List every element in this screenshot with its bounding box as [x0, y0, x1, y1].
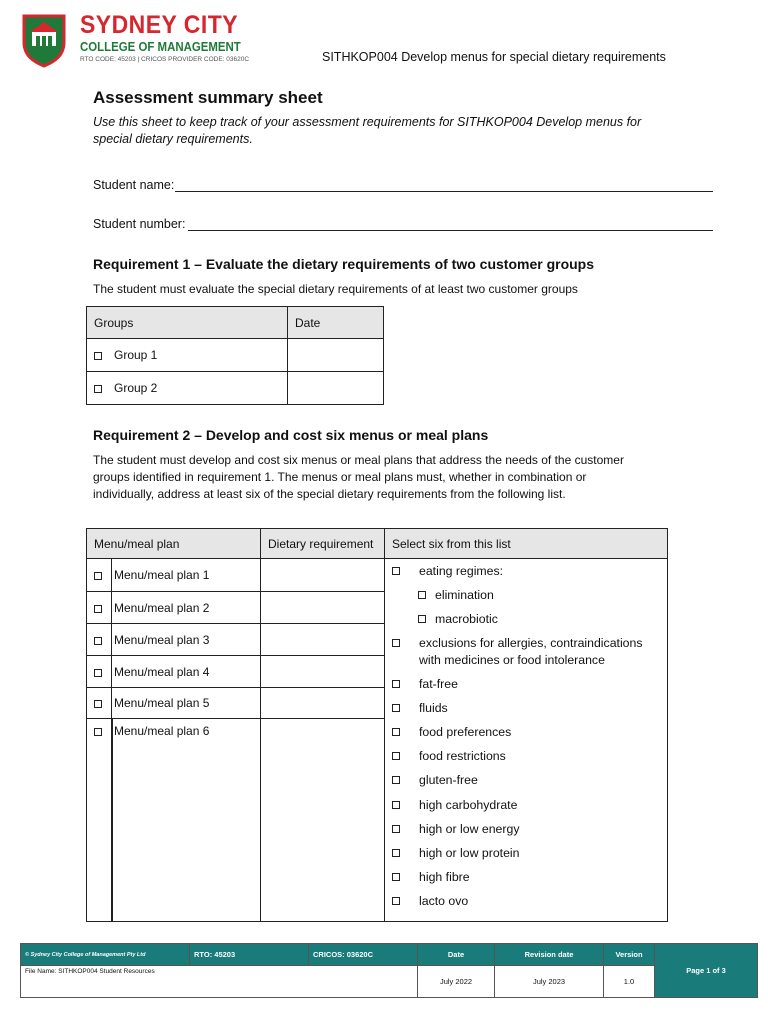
high-fibre-checkbox[interactable]	[392, 873, 400, 881]
list-item: high carbohydrate	[392, 797, 517, 814]
dietary-requirement-cell[interactable]	[261, 559, 385, 592]
plan-column-divider	[111, 559, 112, 921]
macrobiotic-checkbox[interactable]	[418, 615, 426, 623]
footer-date: July 2022	[418, 966, 495, 998]
dietary-requirement-cell[interactable]	[261, 719, 385, 922]
student-name-field[interactable]	[175, 191, 713, 192]
req2-description: The student must develop and cost six menus or meal plans that address the needs of the customer groups identified in requirement 1. The menus or meal plans must, whether in combination or individually, address at least six of the special dietary requirements from the following list.	[93, 453, 624, 501]
footer-revision-date: July 2023	[495, 966, 604, 998]
intro-text: Use this sheet to keep track of your assessment requirements for SITHKOP004 Develop menus for special dietary requirements.	[93, 115, 642, 146]
plan-6-checkbox[interactable]	[94, 728, 102, 736]
unit-title: SITHKOP004 Develop menus for special dietary requirements	[322, 50, 666, 64]
list-item: macrobiotic	[418, 611, 498, 628]
plan-label: Menu/meal plan 5	[114, 696, 210, 711]
student-number-label: Student number:	[93, 217, 186, 231]
dietary-requirement-cell[interactable]	[261, 624, 385, 656]
dietary-requirement-column-header: Dietary requirement	[261, 529, 385, 559]
group-label: Group 1	[114, 348, 158, 362]
student-number-field[interactable]	[188, 230, 713, 231]
req2-table	[86, 528, 668, 922]
menu-plan-column-header: Menu/meal plan	[87, 529, 261, 559]
group-label: Group 2	[114, 381, 158, 395]
elimination-checkbox[interactable]	[418, 591, 426, 599]
plan-label: Menu/meal plan 2	[114, 600, 210, 615]
plan-1-checkbox[interactable]	[94, 572, 102, 580]
food-restrictions-checkbox[interactable]	[392, 752, 400, 760]
plan-label: Menu/meal plan 3	[114, 632, 210, 647]
list-item: high or low protein	[392, 845, 519, 862]
table-row	[87, 339, 384, 372]
req1-heading: Requirement 1 – Evaluate the dietary requirements of two customer groups	[93, 256, 595, 272]
lacto-ovo-checkbox[interactable]	[392, 897, 400, 905]
plan-label: Menu/meal plan 4	[114, 664, 210, 679]
eating-regimes-checkbox[interactable]	[392, 567, 400, 575]
footer-version: 1.0	[604, 966, 655, 998]
plan-4-checkbox[interactable]	[94, 669, 102, 677]
fat-free-checkbox[interactable]	[392, 680, 400, 688]
footer-copyright: © Sydney City College of Management Pty Ltd	[21, 944, 190, 966]
list-item: high fibre	[392, 869, 470, 886]
plan-label: Menu/meal plan 1	[114, 568, 210, 583]
footer-rto: RTO: 45203	[190, 944, 309, 966]
req1-description: The student must evaluate the special dietary requirements of at least two customer groups	[93, 282, 578, 296]
plan-2-checkbox[interactable]	[94, 605, 102, 613]
plan-label: Menu/meal plan 6	[114, 724, 210, 739]
list-item: food preferences	[392, 724, 511, 741]
req2-heading: Requirement 2 – Develop and cost six menus or meal plans	[93, 427, 489, 443]
fluids-checkbox[interactable]	[392, 704, 400, 712]
select-list-column-header: Select six from this list	[385, 529, 668, 559]
logo-name: SYDNEY CITY	[80, 11, 239, 39]
plan-3-checkbox[interactable]	[94, 637, 102, 645]
gluten-free-checkbox[interactable]	[392, 776, 400, 784]
high-carbohydrate-checkbox[interactable]	[392, 801, 400, 809]
dietary-requirement-cell[interactable]	[261, 688, 385, 719]
page-title: Assessment summary sheet	[93, 88, 323, 107]
table-row	[87, 559, 668, 592]
dietary-requirement-cell[interactable]	[261, 656, 385, 688]
date-cell[interactable]	[288, 339, 384, 372]
food-preferences-checkbox[interactable]	[392, 728, 400, 736]
list-item: fluids	[392, 700, 448, 717]
footer-version-label: Version	[604, 944, 655, 966]
footer-file-name: File Name: SITHKOP004 Student Resources	[21, 966, 418, 998]
group-1-checkbox[interactable]	[94, 352, 102, 360]
list-item: food restrictions	[392, 748, 506, 765]
req1-table	[86, 306, 384, 405]
list-item: fat-free	[392, 676, 458, 693]
exclusions-checkbox[interactable]	[392, 639, 400, 647]
list-item: lacto ovo	[392, 893, 468, 910]
logo-subtitle: COLLEGE OF MANAGEMENT	[80, 39, 241, 54]
list-item: gluten-free	[392, 772, 478, 789]
table-row	[87, 372, 384, 405]
footer-date-label: Date	[418, 944, 495, 966]
group-2-checkbox[interactable]	[94, 385, 102, 393]
crest-icon	[18, 12, 70, 68]
plan-5-checkbox[interactable]	[94, 700, 102, 708]
protein-checkbox[interactable]	[392, 849, 400, 857]
energy-checkbox[interactable]	[392, 825, 400, 833]
footer-table	[20, 943, 758, 998]
footer-revision-label: Revision date	[495, 944, 604, 966]
list-item: high or low energy	[392, 821, 519, 838]
list-item: eating regimes:	[392, 563, 503, 580]
dietary-list-cell	[385, 559, 668, 922]
dietary-requirement-cell[interactable]	[261, 592, 385, 624]
college-logo	[18, 12, 70, 68]
student-name-label: Student name:	[93, 178, 175, 192]
list-item: elimination	[418, 587, 494, 604]
groups-column-header: Groups	[87, 307, 288, 339]
list-item: exclusions for allergies, contraindications with medicines or food intolerance	[392, 635, 660, 669]
date-column-header: Date	[288, 307, 384, 339]
logo-codes: RTO CODE: 45203 | CRICOS PROVIDER CODE: 03620C	[80, 56, 250, 63]
footer-cricos: CRICOS: 03620C	[309, 944, 418, 966]
date-cell[interactable]	[288, 372, 384, 405]
page-number: Page 1 of 3	[655, 944, 758, 998]
